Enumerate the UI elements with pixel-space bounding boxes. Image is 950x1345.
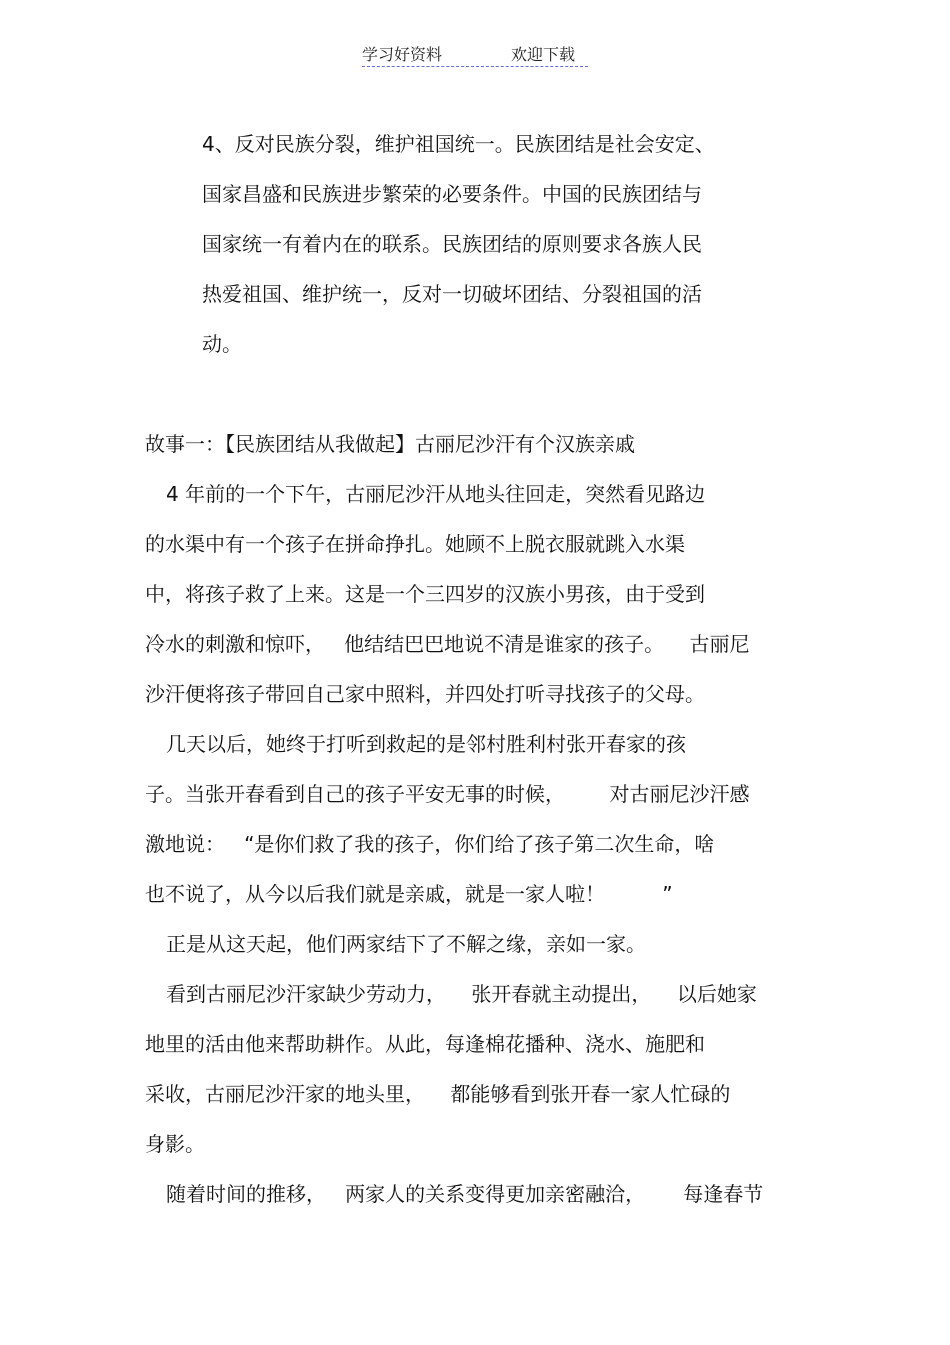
story-title: 故事一：【民族团结从我做起】古丽尼沙汗有个汉族亲戚 (145, 432, 635, 456)
text-line: 的水渠中有一个孩子在拼命挣扎。她顾不上脱衣服就跳入水渠 (145, 532, 685, 556)
header-right-text: 欢迎下载 (511, 45, 576, 64)
text-line: 国家昌盛和民族进步繁荣的必要条件。中国的民族团结与 (202, 182, 702, 206)
text-line: 4、反对民族分裂，维护祖国统一。民族团结是社会安定、 (202, 132, 715, 156)
text-line: 国家统一有着内在的联系。民族团结的原则要求各族人民 (202, 232, 702, 256)
text-line: 4 年前的一个下午，古丽尼沙汗从地头往回走，突然看见路边 (166, 482, 706, 506)
text-line: 也不说了，从今以后我们就是亲戚，就是一家人啦！ ” (145, 882, 673, 906)
text-line: 冷水的刺激和惊吓， 他结结巴巴地说不清是谁家的孩子。 古丽尼 (145, 632, 750, 656)
text-line: 随着时间的推移， 两家人的关系变得更加亲密融洽， 每逢春节 (166, 1182, 764, 1206)
text-line: 激地说： “是你们救了我的孩子，你们给了孩子第二次生命，啥 (145, 832, 715, 856)
text-line: 地里的活由他来帮助耕作。从此，每逢棉花播种、浇水、施肥和 (145, 1032, 705, 1056)
text-line: 几天以后，她终于打听到救起的是邻村胜利村张开春家的孩 (166, 732, 686, 756)
text-line: 中，将孩子救了上来。这是一个三四岁的汉族小男孩，由于受到 (145, 582, 705, 606)
text-line: 采收，古丽尼沙汗家的地头里， 都能够看到张开春一家人忙碌的 (145, 1082, 731, 1106)
page-header (362, 40, 588, 67)
text-line: 沙汗便将孩子带回自己家中照料，并四处打听寻找孩子的父母。 (145, 682, 705, 706)
text-line: 子。当张开春看到自己的孩子平安无事的时候， 对古丽尼沙汗感 (145, 782, 750, 806)
text-line: 热爱祖国、维护统一，反对一切破坏团结、分裂祖国的活 (202, 282, 702, 306)
text-line: 看到古丽尼沙汗家缺少劳动力， 张开春就主动提出， 以后她家 (166, 982, 757, 1006)
header-left-text: 学习好资料 (362, 45, 443, 64)
text-line: 身影。 (145, 1132, 205, 1156)
text-line: 正是从这天起，他们两家结下了不解之缘，亲如一家。 (166, 932, 646, 956)
text-line: 动。 (202, 332, 242, 356)
